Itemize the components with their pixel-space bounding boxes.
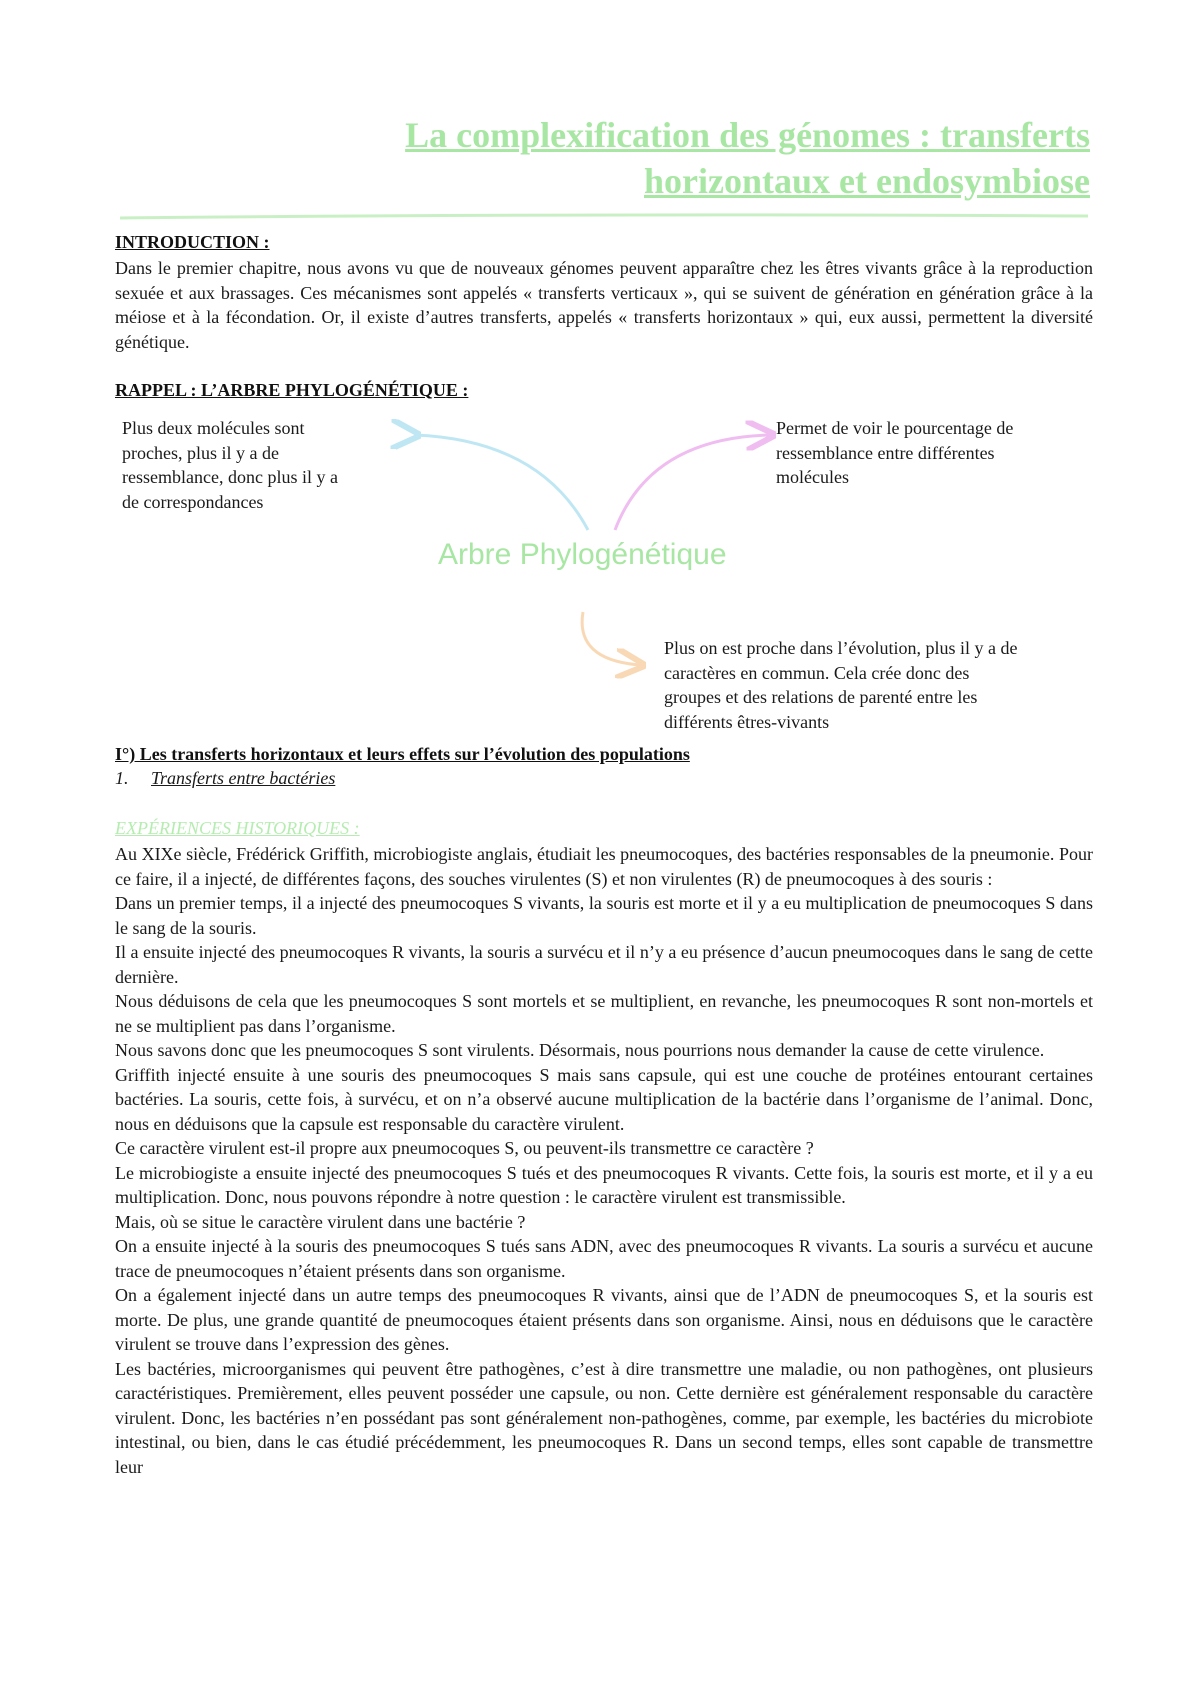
bottom-arrow: [582, 612, 640, 665]
section1-heading: I°) Les transferts horizontaux et leurs effets sur l’évolution des populations: [115, 744, 690, 764]
paragraph: Ce caractère virulent est-il propre aux pneumocoques S, ou peuvent-ils transmettre ce caractère ?: [115, 1138, 814, 1158]
subheading-number: 1.: [115, 768, 129, 788]
paragraph: Les bactéries, microorganismes qui peuvent être pathogènes, c’est à dire transmettre une maladie, ou non pathogènes, ont plusieurs caractéristiques. Premièrement, elles peuvent posséder une capsule, ou non. Cette dernière est généralement responsable du caractère virulent. Donc, les bactéries n’en possédant pas sont généralement non-pathogènes, comme, par exemple, les bactéries du microbiote intestinal, ou bien, dans le cas étudié précédemment, les pneumocoques R. Dans un second temps, elles sont capable de transmettre leur: [115, 1358, 1093, 1477]
paragraph: On a également injecté dans un autre temps des pneumocoques R vivants, ainsi que de l’ADN de pneumocoques S, et la souris est morte. De plus, une grande quantité de pneumocoques étaient présents dans son organisme. Ainsi, nous en déduisons que le caractère virulent se trouve dans l’expression des gènes.: [115, 1285, 1093, 1354]
paragraph: Nous déduisons de cela que les pneumocoques S sont mortels et se multiplient, en revanche, les pneumocoques R sont non-mortels et ne se multiplient pas dans l’organisme.: [115, 991, 1093, 1036]
paragraph: Au XIXe siècle, Frédérick Griffith, microbiogiste anglais, étudiait les pneumocoques, des bactéries responsables de la pneumonie. Pour ce faire, il a injecté, de différentes façons, des souches virulentes (S) et non virulentes (R) de pneumocoques à des souris :: [115, 844, 1093, 889]
paragraph: Griffith injecté ensuite à une souris des pneumocoques S mais sans capsule, qui est une couche de protéines entourant certaines bactéries. La souris, cette fois, à survécu, et on n’a observé aucune multiplication de la bactérie dans l’organisme de l’animal. Donc, nous en déduisons que la capsule est responsable du caractère virulent.: [115, 1064, 1093, 1134]
title-line-2: horizontaux et endosymbiose: [643, 161, 1090, 201]
mindmap-right-note: Permet de voir le pourcentage de ressemblance entre différentes molécules: [776, 418, 1014, 487]
rappel-heading: RAPPEL : L’ARBRE PHYLOGÉNÉTIQUE :: [115, 380, 469, 400]
section1-body: [115, 842, 1093, 1479]
paragraph: Nous savons donc que les pneumocoques S sont virulents. Désormais, nous pourrions nous demander la cause de cette virulence.: [115, 1040, 1045, 1060]
paragraph: Mais, où se situe le caractère virulent dans une bactérie ?: [115, 1211, 526, 1232]
paragraph: Il a ensuite injecté des pneumocoques R vivants, la souris a survécu et il n’y a eu présence d’aucun pneumocoques dans le sang de cette dernière.: [115, 942, 1093, 987]
mindmap-center-label: Arbre Phylogénétique: [438, 538, 727, 571]
right-arrow: [615, 435, 770, 530]
section1-subheading: [115, 768, 335, 789]
paragraph: Le microbiogiste a ensuite injecté des pneumocoques S tués et des pneumocoques R vivants. Cette fois, la souris est morte, et il y a eu multiplication. Donc, nous pouvons répondre à notre question : le caractère virulent est transmissible.: [115, 1162, 1093, 1207]
paragraph: On a ensuite injecté à la souris des pneumocoques S tués sans ADN, avec des pneumocoques R vivants. La souris a survécu et aucune trace de pneumocoques n’étaient présents dans son organisme.: [115, 1236, 1093, 1281]
intro-heading: INTRODUCTION :: [115, 232, 270, 252]
paragraph: Dans un premier temps, il a injecté des pneumocoques S vivants, la souris est morte et il y a eu multiplication de pneumocoques S dans le sang de la souris.: [115, 893, 1093, 938]
title-line-1: La complexification des génomes : transferts: [405, 115, 1090, 155]
subheading-label: Transferts entre bactéries: [151, 768, 336, 788]
mindmap-left-note: Plus deux molécules sont proches, plus il y a de ressemblance, donc plus il y a de correspondances: [122, 418, 338, 512]
experiences-heading: EXPÉRIENCES HISTORIQUES :: [115, 818, 360, 838]
mindmap-bottom-note: Plus on est proche dans l’évolution, plus il y a de caractères en commun. Cela crée donc des groupes et des relations de parenté entre les différents êtres-vivants: [664, 638, 1018, 732]
intro-text: Dans le premier chapitre, nous avons vu que de nouveaux génomes peuvent apparaître chez les êtres vivants grâce à la reproduction sexuée et aux brassages. Ces mécanismes sont appelés « transferts verticaux », qui se suivent de génération en génération grâce à la méiose et à la fécondation. Or, il existe d’autres transferts, appelés « transferts horizontaux » qui, eux aussi, permettent la diversité génétique.: [115, 258, 1093, 352]
left-arrow: [415, 435, 588, 530]
